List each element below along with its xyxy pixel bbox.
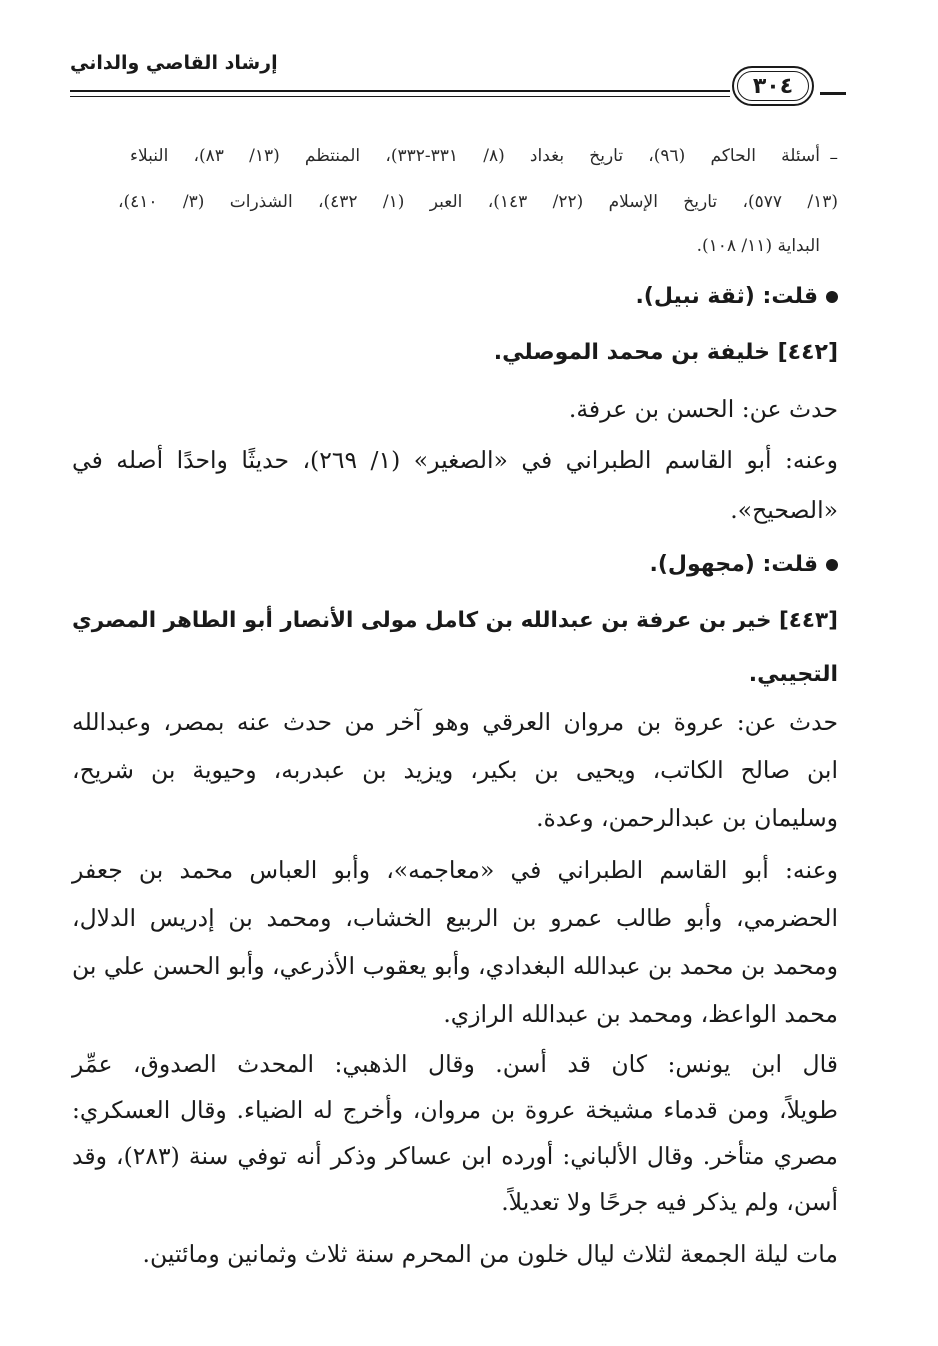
narrated-from-443-line: حدث عن: عروة بن مروان العرقي وهو آخر من حدث عنه بمصر، وعبدالله (72, 708, 838, 736)
sources-line: أسئلة الحاكم (٩٦)، تاريخ بغداد (٨/ ٣٣١-٣٣٢)، المنتظم (١٣/ ٨٣)، النبلاء (130, 146, 820, 166)
sources-dash: – (829, 148, 838, 168)
verdict-line (650, 552, 838, 577)
entry-heading-443-cont: التجيبي. (748, 662, 838, 687)
sources-line: البداية (١١/ ١٠٨). (696, 236, 820, 256)
verdict-text: قلت: (ثقة نبيل). (635, 284, 818, 309)
entry-heading-443: [٤٤٣] خير بن عرفة بن عبدالله بن كامل مولى الأنصار أبو الطاهر المصري (72, 608, 838, 633)
entry-heading-442: [٤٤٢] خليفة بن محمد الموصلي. (493, 340, 838, 365)
narrated-from-442: حدث عن: الحسن بن عرفة. (568, 395, 838, 423)
verdict-line (635, 284, 838, 309)
from-him-443-line: وعنه: أبو القاسم الطبراني في «معاجمه»، وأبو العباس محمد بن جعفر (72, 856, 838, 884)
page-number-frame (732, 66, 814, 106)
narrated-from-443-line: وسليمان بن عبدالرحمن، وعدة. (536, 804, 838, 832)
sayings-443-line: قال ابن يونس: كان قد أسن. وقال الذهبي: المحدث الصدوق، عمِّر (72, 1050, 838, 1078)
narrated-from-443-line: ابن صالح الكاتب، ويحيى بن بكير، ويزيد بن عبدربه، وحيوية بن شريح، (72, 756, 838, 784)
header-rule (70, 90, 730, 92)
bullet-icon (826, 291, 838, 303)
header-rule-thin (70, 96, 730, 97)
header-dash (820, 92, 846, 95)
from-him-443-line: الحضرمي، وأبو طالب عمرو بن الربيع الخشاب، ومحمد بن إدريس الدلال، (72, 904, 838, 932)
from-him-443-line: محمد الواعظ، ومحمد بن عبدالله الرازي. (443, 1000, 838, 1028)
sayings-443-line: مصري متأخر. وقال الألباني: أورده ابن عساكر وذكر أنه توفي سنة (٢٨٣)، وقد (72, 1142, 839, 1170)
sayings-443-line: طويلاً، ومن قدماء مشيخة عروة بن مروان، وأخرج له الضياء. وقال العسكري: (72, 1096, 838, 1124)
from-him-442-line: وعنه: أبو القاسم الطبراني في «الصغير» (١/ ٢٦٩)، حديثًا واحدًا أصله في (72, 446, 838, 474)
sayings-443-line: أسن، ولم يذكر فيه جرحًا ولا تعديلاً. (501, 1188, 838, 1216)
death-line-443: مات ليلة الجمعة لثلاث ليال خلون من المحرم سنة ثلاث وثمانين ومائتين. (142, 1240, 838, 1268)
bullet-icon (826, 559, 838, 571)
verdict-text: قلت: (مجهول). (649, 552, 818, 577)
sources-line: (١٣/ ٥٧٧)، تاريخ الإسلام (٢٢/ ١٤٣)، العبر (١/ ٤٣٢)، الشذرات (٣/ ٤١٠)، (118, 192, 839, 212)
from-him-443-line: ومحمد بن محمد بن عبدالله البغدادي، وأبو يعقوب الأذرعي، وأبو الحسن علي بن (72, 952, 838, 980)
running-header-title: إرشاد القاصي والداني (70, 52, 278, 74)
page-number: ٣٠٤ (752, 73, 794, 99)
from-him-442-line: «الصحيح». (730, 496, 838, 524)
